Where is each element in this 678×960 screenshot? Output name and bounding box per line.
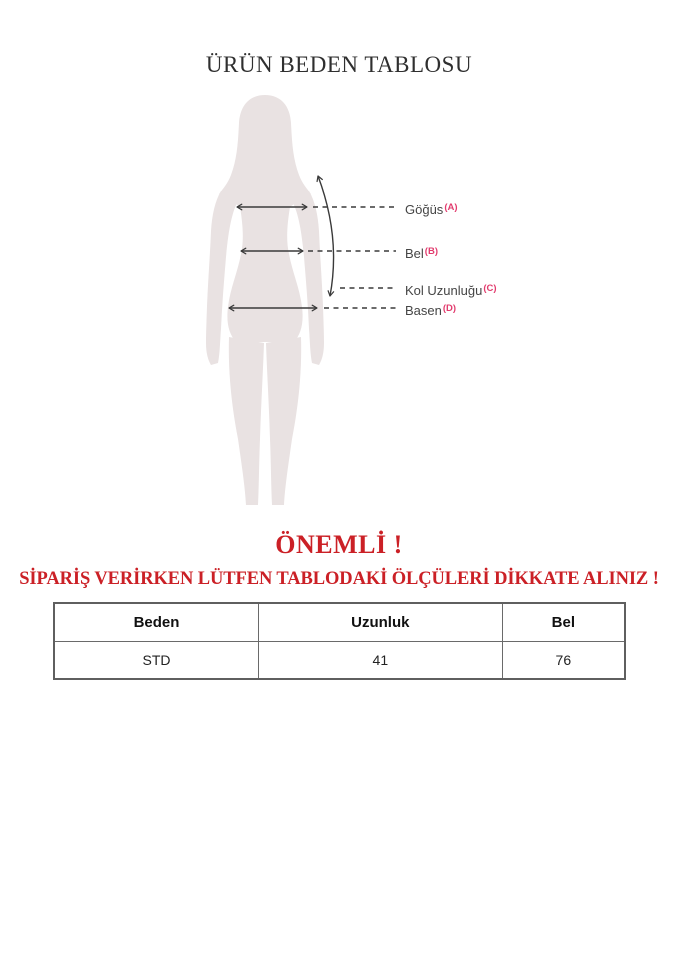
size-table bbox=[53, 602, 626, 680]
measurement-label-hip bbox=[405, 301, 456, 318]
important-heading: ÖNEMLİ ! bbox=[275, 530, 403, 559]
measurement-label-text: Bel bbox=[405, 246, 424, 261]
measurement-label-text: Kol Uzunluğu bbox=[405, 283, 483, 298]
table-cell-uzunluk: 41 bbox=[258, 642, 502, 680]
size-table-row bbox=[54, 642, 625, 680]
measurement-letter-a: (A) bbox=[444, 202, 458, 213]
size-table-header-row bbox=[54, 603, 625, 642]
column-header-beden: Beden bbox=[54, 603, 258, 642]
measurement-letter-d: (D) bbox=[442, 303, 457, 314]
measurement-label-arm-length bbox=[405, 281, 497, 298]
measurement-label-text: Göğüs bbox=[405, 202, 444, 217]
page-title: ÜRÜN BEDEN TABLOSU bbox=[205, 52, 473, 77]
measurement-diagram bbox=[0, 85, 678, 515]
measurement-label-waist bbox=[405, 244, 438, 261]
measurement-letter-b: (B) bbox=[424, 246, 438, 257]
measurement-label-text: Basen bbox=[405, 303, 442, 318]
column-header-bel: Bel bbox=[502, 603, 625, 642]
table-cell-beden: STD bbox=[54, 642, 258, 680]
measurement-letter-c: (C) bbox=[483, 283, 497, 294]
body-silhouette bbox=[206, 95, 324, 505]
column-header-uzunluk: Uzunluk bbox=[258, 603, 502, 642]
order-warning-text: SİPARİŞ VERİRKEN LÜTFEN TABLODAKİ ÖLÇÜLERİ DİKKATE ALINIZ ! bbox=[19, 569, 659, 589]
measurement-label-chest bbox=[405, 200, 458, 217]
table-cell-bel: 76 bbox=[502, 642, 625, 680]
body-silhouette-and-arrows bbox=[0, 85, 678, 515]
